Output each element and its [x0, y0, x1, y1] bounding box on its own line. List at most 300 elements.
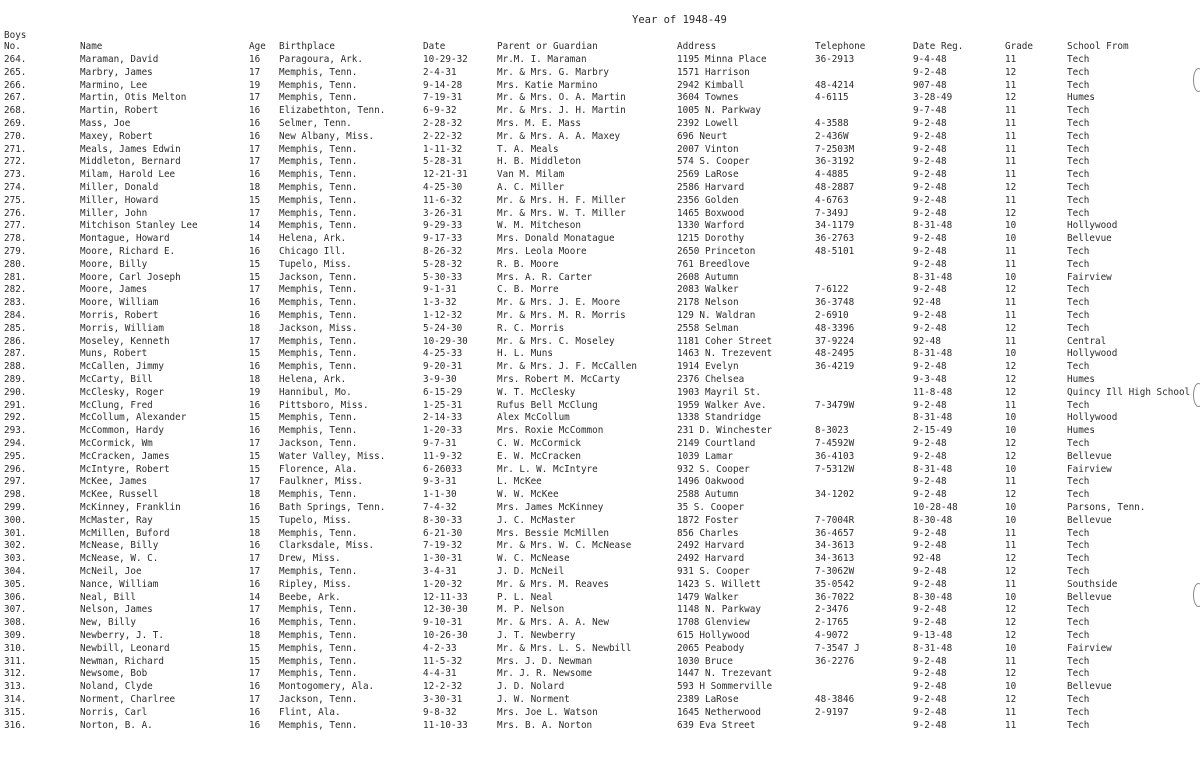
telephone-cell: 48-3396	[815, 322, 855, 334]
school-from-cell: Parsons, Tenn.	[1067, 502, 1146, 513]
student-name-cell: Moore, William	[80, 297, 159, 309]
student-name-cell: McMillen, Buford	[80, 527, 170, 539]
student-name-cell: New, Billy	[80, 617, 136, 629]
birthplace-cell: Pittsboro, Miss.	[279, 399, 369, 411]
address-cell: 2650 Princeton	[677, 246, 756, 257]
record-number-cell: 314.	[4, 694, 27, 705]
birthplace-cell: Memphis, Tenn.	[279, 297, 358, 309]
birth-date-cell: 3-30-31	[423, 694, 463, 705]
student-age-cell: 15	[249, 642, 261, 654]
address-cell: 1338 Standridge	[677, 412, 761, 424]
birthplace-cell: Memphis, Tenn.	[279, 527, 358, 539]
birth-date-cell: 10-29-32	[423, 54, 468, 65]
table-row	[0, 80, 1200, 91]
student-age-cell: 16	[249, 118, 261, 129]
column-header-row	[0, 41, 1200, 53]
birthplace-cell: Memphis, Tenn.	[279, 79, 358, 91]
student-age-cell: 15	[249, 463, 261, 475]
grade-cell: 12	[1005, 566, 1017, 577]
address-cell: 1479 Walker	[677, 591, 739, 603]
document-title: Year of 1948-49	[632, 14, 727, 26]
school-from-cell: Central	[1067, 335, 1107, 347]
table-row	[0, 310, 1200, 321]
student-name-cell: Miller, John	[80, 207, 148, 219]
birthplace-cell: Tupelo, Miss.	[279, 258, 352, 270]
table-row	[0, 54, 1200, 65]
date-registered-cell: 9-2-48	[913, 246, 947, 257]
address-cell: 856 Charles	[677, 527, 739, 539]
school-from-cell: Humes	[1067, 425, 1095, 437]
telephone-cell: 2-9197	[815, 706, 849, 718]
table-row	[0, 464, 1200, 475]
birthplace-cell: Memphis, Tenn.	[279, 604, 358, 616]
parent-guardian-cell: Mr. & Mrs. L. S. Newbill	[497, 642, 632, 654]
column-header-no: No.	[4, 41, 21, 52]
parent-guardian-cell: Mr. & Mrs. O. A. Martin	[497, 92, 626, 104]
student-age-cell: 16	[249, 310, 261, 321]
student-name-cell: McNease, Billy	[80, 540, 159, 552]
record-number-cell: 287.	[4, 348, 27, 360]
record-number-cell: 279.	[4, 246, 27, 257]
school-from-cell: Tech	[1067, 630, 1090, 641]
birth-date-cell: 3-9-30	[423, 374, 457, 385]
telephone-cell: 4-9072	[815, 630, 849, 641]
grade-cell: 11	[1005, 719, 1017, 731]
birthplace-cell: Beebe, Ark.	[279, 591, 341, 603]
parent-guardian-cell: Mr. & Mrs. W. T. Miller	[497, 207, 626, 219]
address-cell: 2558 Selman	[677, 322, 739, 334]
birthplace-cell: Hannibul, Mo.	[279, 386, 352, 398]
school-from-cell: Hollywood	[1067, 412, 1118, 424]
student-age-cell: 16	[249, 169, 261, 181]
address-cell: 1903 Mayril St.	[677, 386, 761, 398]
school-from-cell: Tech	[1067, 156, 1090, 168]
birthplace-cell: Memphis, Tenn.	[279, 335, 358, 347]
parent-guardian-cell: L. McKee	[497, 476, 542, 488]
parent-guardian-cell: M. P. Nelson	[497, 604, 565, 616]
student-name-cell: McCormick, Wm	[80, 438, 153, 449]
birth-date-cell: 12-2-32	[423, 681, 463, 693]
column-header-grade: Grade	[1005, 41, 1033, 52]
date-registered-cell: 8-31-48	[913, 412, 953, 424]
student-age-cell: 17	[249, 284, 261, 296]
date-registered-cell: 9-2-48	[913, 194, 947, 206]
column-header-date: Date	[423, 41, 446, 52]
address-cell: 1708 Glenview	[677, 617, 750, 629]
birthplace-cell: New Albany, Miss.	[279, 130, 375, 142]
date-registered-cell: 9-2-48	[913, 169, 947, 181]
school-from-cell: Tech	[1067, 118, 1090, 129]
school-from-cell: Tech	[1067, 207, 1090, 219]
table-row	[0, 681, 1200, 692]
date-registered-cell: 9-2-48	[913, 322, 947, 334]
school-from-cell: Tech	[1067, 527, 1090, 539]
parent-guardian-cell: Mrs. James McKinney	[497, 502, 604, 513]
table-row	[0, 361, 1200, 372]
record-number-cell: 281.	[4, 271, 27, 283]
record-number-cell: 293.	[4, 425, 27, 437]
grade-cell: 12	[1005, 438, 1017, 449]
birthplace-cell: Memphis, Tenn.	[279, 220, 358, 232]
grade-cell: 10	[1005, 463, 1017, 475]
parent-guardian-cell: P. L. Neal	[497, 591, 553, 603]
student-age-cell: 15	[249, 348, 261, 360]
address-cell: 932 S. Cooper	[677, 463, 750, 475]
grade-cell: 11	[1005, 143, 1017, 155]
birthplace-cell: Ripley, Miss.	[279, 578, 352, 590]
parent-guardian-cell: Mrs. M. E. Mass	[497, 118, 581, 129]
telephone-cell: 7-2503M	[815, 143, 855, 155]
school-from-cell: Bellevue	[1067, 514, 1112, 526]
birth-date-cell: 6-21-30	[423, 527, 463, 539]
table-row	[0, 348, 1200, 359]
grade-cell: 11	[1005, 578, 1017, 590]
birthplace-cell: Water Valley, Miss.	[279, 450, 386, 462]
date-registered-cell: 9-2-48	[913, 66, 947, 78]
record-number-cell: 278.	[4, 233, 27, 245]
date-registered-cell: 9-2-48	[913, 182, 947, 193]
birth-date-cell: 7-4-32	[423, 502, 457, 513]
birth-date-cell: 5-24-30	[423, 322, 463, 334]
record-number-cell: 292.	[4, 412, 27, 424]
student-age-cell: 16	[249, 54, 261, 65]
address-cell: 1959 Walker Ave.	[677, 399, 767, 411]
birthplace-cell: Memphis, Tenn.	[279, 66, 358, 78]
parent-guardian-cell: Mr. & Mrs. M. R. Morris	[497, 310, 626, 321]
telephone-cell: 36-2763	[815, 233, 855, 245]
student-age-cell: 17	[249, 476, 261, 488]
birthplace-cell: Memphis, Tenn.	[279, 566, 358, 577]
table-row	[0, 720, 1200, 731]
grade-cell: 11	[1005, 527, 1017, 539]
date-registered-cell: 9-2-48	[913, 681, 947, 693]
record-number-cell: 298.	[4, 489, 27, 501]
birthplace-cell: Helena, Ark.	[279, 374, 347, 385]
parent-guardian-cell: H. B. Middleton	[497, 156, 581, 168]
record-number-cell: 295.	[4, 450, 27, 462]
parent-guardian-cell: Mr. & Mrs. J. H. Martin	[497, 105, 626, 117]
birth-date-cell: 1-20-33	[423, 425, 463, 437]
student-age-cell: 17	[249, 694, 261, 705]
student-age-cell: 15	[249, 655, 261, 667]
table-row	[0, 208, 1200, 219]
address-cell: 2389 LaRose	[677, 694, 739, 705]
table-row	[0, 630, 1200, 641]
grade-cell: 10	[1005, 681, 1017, 693]
birth-date-cell: 5-30-33	[423, 271, 463, 283]
birth-date-cell: 3-26-31	[423, 207, 463, 219]
telephone-cell: 7-349J	[815, 207, 849, 219]
record-number-cell: 299.	[4, 502, 27, 513]
table-row	[0, 656, 1200, 667]
record-number-cell: 311.	[4, 655, 27, 667]
record-number-cell: 264.	[4, 54, 27, 65]
record-number-cell: 289.	[4, 374, 27, 385]
record-number-cell: 280.	[4, 258, 27, 270]
column-header-telephone: Telephone	[815, 41, 866, 52]
record-number-cell: 313.	[4, 681, 27, 693]
grade-cell: 11	[1005, 540, 1017, 552]
telephone-cell: 2-436W	[815, 130, 849, 142]
student-age-cell: 16	[249, 502, 261, 513]
birthplace-cell: Drew, Miss.	[279, 553, 341, 565]
student-age-cell: 16	[249, 361, 261, 373]
birthplace-cell: Paragoura, Ark.	[279, 54, 363, 65]
telephone-cell: 48-5101	[815, 246, 855, 257]
student-age-cell: 18	[249, 182, 261, 193]
birth-date-cell: 2-4-31	[423, 66, 457, 78]
telephone-cell: 4-6763	[815, 194, 849, 206]
grade-cell: 11	[1005, 655, 1017, 667]
student-name-cell: Maxey, Robert	[80, 130, 153, 142]
parent-guardian-cell: H. L. Muns	[497, 348, 553, 360]
school-from-cell: Bellevue	[1067, 233, 1112, 245]
date-registered-cell: 9-13-48	[913, 630, 953, 641]
school-from-cell: Quincy Ill High School	[1067, 386, 1191, 398]
birth-date-cell: 12-11-33	[423, 591, 468, 603]
school-from-cell: Tech	[1067, 310, 1090, 321]
record-number-cell: 304.	[4, 566, 27, 577]
grade-cell: 11	[1005, 258, 1017, 270]
student-age-cell: 17	[249, 604, 261, 616]
school-from-cell: Tech	[1067, 566, 1090, 577]
parent-guardian-cell: Mr. & Mrs. H. F. Miller	[497, 194, 626, 206]
record-number-cell: 303.	[4, 553, 27, 565]
student-age-cell: 17	[249, 92, 261, 104]
date-registered-cell: 9-2-48	[913, 310, 947, 321]
birthplace-cell: Clarksdale, Miss.	[279, 540, 375, 552]
date-registered-cell: 9-2-48	[913, 706, 947, 718]
table-row	[0, 105, 1200, 116]
birthplace-cell: Memphis, Tenn.	[279, 412, 358, 424]
student-name-cell: Maraman, David	[80, 54, 159, 65]
record-number-cell: 267.	[4, 92, 27, 104]
table-row	[0, 643, 1200, 654]
parent-guardian-cell: Alex McCollum	[497, 412, 570, 424]
date-registered-cell: 2-15-49	[913, 425, 953, 437]
birth-date-cell: 7-19-31	[423, 92, 463, 104]
address-cell: 696 Neurt	[677, 130, 728, 142]
student-name-cell: Marbry, James	[80, 66, 153, 78]
student-age-cell: 17	[249, 566, 261, 577]
birthplace-cell: Selmer, Tenn.	[279, 118, 352, 129]
date-registered-cell: 92-48	[913, 335, 941, 347]
record-number-cell: 306.	[4, 591, 27, 603]
table-row	[0, 694, 1200, 705]
school-from-cell: Tech	[1067, 130, 1090, 142]
school-from-cell: Tech	[1067, 182, 1090, 193]
telephone-cell: 34-1202	[815, 489, 855, 501]
birth-date-cell: 2-14-33	[423, 412, 463, 424]
birth-date-cell: 9-8-32	[423, 706, 457, 718]
grade-cell: 10	[1005, 425, 1017, 437]
date-registered-cell: 9-2-48	[913, 655, 947, 667]
table-row	[0, 579, 1200, 590]
table-row	[0, 233, 1200, 244]
school-from-cell: Tech	[1067, 246, 1090, 257]
student-name-cell: Montague, Howard	[80, 233, 170, 245]
table-row	[0, 412, 1200, 423]
record-number-cell: 268.	[4, 105, 27, 117]
grade-cell: 12	[1005, 553, 1017, 565]
grade-cell: 10	[1005, 591, 1017, 603]
student-age-cell: 15	[249, 271, 261, 283]
student-name-cell: McClesky, Roger	[80, 386, 164, 398]
grade-cell: 10	[1005, 514, 1017, 526]
telephone-cell: 36-7022	[815, 591, 855, 603]
birthplace-cell: Jackson, Tenn.	[279, 438, 358, 449]
birth-date-cell: 9-1-31	[423, 284, 457, 296]
address-cell: 2149 Courtland	[677, 438, 756, 449]
telephone-cell: 7-3547 J	[815, 642, 860, 654]
birth-date-cell: 2-28-32	[423, 118, 463, 129]
parent-guardian-cell: Mr. & Mrs. J. E. Moore	[497, 297, 621, 309]
record-number-cell: 296.	[4, 463, 27, 475]
date-registered-cell: 9-3-48	[913, 374, 947, 385]
parent-guardian-cell: J. W. Norment	[497, 694, 570, 705]
student-name-cell: Newsome, Bob	[80, 668, 148, 680]
record-number-cell: 301.	[4, 527, 27, 539]
birthplace-cell: Florence, Ala.	[279, 463, 358, 475]
address-cell: 129 N. Waldran	[677, 310, 756, 321]
record-number-cell: 284.	[4, 310, 27, 321]
student-name-cell: Moore, Billy	[80, 258, 148, 270]
school-from-cell: Tech	[1067, 143, 1090, 155]
table-row	[0, 336, 1200, 347]
date-registered-cell: 9-2-48	[913, 438, 947, 449]
parent-guardian-cell: Mrs. Bessie McMillen	[497, 527, 609, 539]
student-age-cell: 16	[249, 681, 261, 693]
date-registered-cell: 9-2-48	[913, 566, 947, 577]
parent-guardian-cell: Van M. Milam	[497, 169, 565, 181]
birth-date-cell: 3-4-31	[423, 566, 457, 577]
parent-guardian-cell: J. T. Newberry	[497, 630, 576, 641]
table-row	[0, 131, 1200, 142]
birthplace-cell: Memphis, Tenn.	[279, 207, 358, 219]
school-from-cell: Tech	[1067, 489, 1090, 501]
birth-date-cell: 1-1-30	[423, 489, 457, 501]
birthplace-cell: Bath Springs, Tenn.	[279, 502, 386, 513]
section-label: Boys	[4, 30, 27, 41]
parent-guardian-cell: T. A. Meals	[497, 143, 559, 155]
student-name-cell: Middleton, Bernard	[80, 156, 181, 168]
birthplace-cell: Elizabethton, Tenn.	[279, 105, 386, 117]
school-from-cell: Fairview	[1067, 642, 1112, 654]
telephone-cell: 36-3748	[815, 297, 855, 309]
parent-guardian-cell: Mrs. Roxie McCommon	[497, 425, 604, 437]
school-from-cell: Bellevue	[1067, 681, 1112, 693]
record-number-cell: 266.	[4, 79, 27, 91]
column-header-parent: Parent or Guardian	[497, 41, 598, 52]
student-name-cell: Moseley, Kenneth	[80, 335, 170, 347]
date-registered-cell: 9-2-48	[913, 668, 947, 680]
date-registered-cell: 9-2-48	[913, 284, 947, 296]
grade-cell: 12	[1005, 604, 1017, 616]
record-number-cell: 272.	[4, 156, 27, 168]
table-row	[0, 502, 1200, 513]
date-registered-cell: 9-2-48	[913, 617, 947, 629]
birth-date-cell: 6-15-29	[423, 386, 463, 398]
grade-cell: 11	[1005, 54, 1017, 65]
grade-cell: 11	[1005, 246, 1017, 257]
parent-guardian-cell: Mr. & Mrs. M. Reaves	[497, 578, 609, 590]
student-age-cell: 15	[249, 450, 261, 462]
telephone-cell: 36-4219	[815, 361, 855, 373]
address-cell: 2586 Harvard	[677, 182, 745, 193]
grade-cell: 12	[1005, 489, 1017, 501]
address-cell: 1423 S. Willett	[677, 578, 761, 590]
telephone-cell: 34-3613	[815, 553, 855, 565]
grade-cell: 10	[1005, 502, 1017, 513]
school-from-cell: Hollywood	[1067, 220, 1118, 232]
parent-guardian-cell: W. C. McNease	[497, 553, 570, 565]
address-cell: 1039 Lamar	[677, 450, 733, 462]
record-number-cell: 302.	[4, 540, 27, 552]
address-cell: 2356 Golden	[677, 194, 739, 206]
address-cell: 1330 Warford	[677, 220, 745, 232]
address-cell: 231 D. Winchester	[677, 425, 773, 437]
school-from-cell: Tech	[1067, 694, 1090, 705]
grade-cell: 10	[1005, 220, 1017, 232]
birth-date-cell: 7-19-32	[423, 540, 463, 552]
parent-guardian-cell: Mr.M. I. Maraman	[497, 54, 587, 65]
student-name-cell: McNease, W. C.	[80, 553, 159, 565]
school-from-cell: Tech	[1067, 322, 1090, 334]
table-row	[0, 387, 1200, 398]
school-from-cell: Tech	[1067, 169, 1090, 181]
student-name-cell: Norton, B. A.	[80, 719, 153, 731]
telephone-cell: 2-6910	[815, 310, 849, 321]
telephone-cell: 34-3613	[815, 540, 855, 552]
table-row	[0, 272, 1200, 283]
table-row	[0, 259, 1200, 270]
student-name-cell: Martin, Robert	[80, 105, 159, 117]
student-age-cell: 18	[249, 374, 261, 385]
birthplace-cell: Tupelo, Miss.	[279, 514, 352, 526]
birth-date-cell: 4-25-30	[423, 182, 463, 193]
birth-date-cell: 11-10-33	[423, 719, 468, 731]
column-header-address: Address	[677, 41, 717, 52]
birthplace-cell: Memphis, Tenn.	[279, 182, 358, 193]
record-number-cell: 288.	[4, 361, 27, 373]
school-from-cell: Bellevue	[1067, 591, 1112, 603]
student-name-cell: Morris, William	[80, 322, 164, 334]
record-number-cell: 277.	[4, 220, 27, 232]
birthplace-cell: Memphis, Tenn.	[279, 284, 358, 296]
address-cell: 2065 Peabody	[677, 642, 745, 654]
address-cell: 1496 Oakwood	[677, 476, 745, 488]
student-age-cell: 14	[249, 233, 261, 245]
student-age-cell: 15	[249, 258, 261, 270]
student-name-cell: McKinney, Franklin	[80, 502, 181, 513]
student-age-cell: 18	[249, 630, 261, 641]
address-cell: 574 S. Cooper	[677, 156, 750, 168]
school-from-cell: Fairview	[1067, 271, 1112, 283]
parent-guardian-cell: Mr. L. W. McIntyre	[497, 463, 598, 475]
address-cell: 3604 Townes	[677, 92, 739, 104]
student-name-cell: McKee, Russell	[80, 489, 159, 501]
date-registered-cell: 3-28-49	[913, 92, 953, 104]
birthplace-cell: Jackson, Miss.	[279, 322, 358, 334]
parent-guardian-cell: E. W. McCracken	[497, 450, 581, 462]
record-number-cell: 282.	[4, 284, 27, 296]
address-cell: 931 S. Cooper	[677, 566, 750, 577]
school-from-cell: Tech	[1067, 719, 1090, 731]
table-row	[0, 451, 1200, 462]
grade-cell: 12	[1005, 617, 1017, 629]
table-row	[0, 182, 1200, 193]
student-age-cell: 16	[249, 706, 261, 718]
